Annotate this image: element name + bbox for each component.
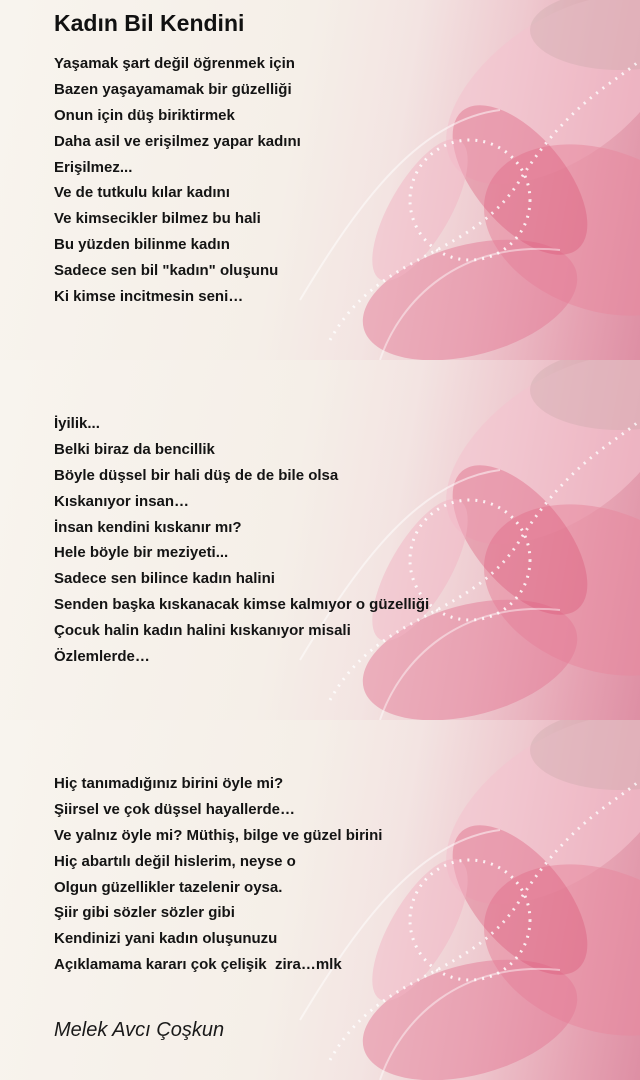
poem-line: Bazen yaşayamamak bir güzelliği [54,80,292,98]
poem-line: Açıklamama kararı çok çelişik zira…mlk [54,956,342,974]
poem-line: Yaşamak şart değil öğrenmek için [54,55,295,72]
poem-line: İyilik... [54,415,100,432]
stanza-1 [54,51,301,310]
poem-line: Erişilmez... [54,158,133,176]
poem-line: Hele böyle bir meziyeti... [54,544,229,562]
author-signature: Melek Avcı Çoşkun [54,1019,225,1041]
poem-line: Hiç tanımadığınız birini öyle mi? [54,775,284,792]
poem-line: Şiirsel ve çok düşsel hayallerde… [54,800,295,818]
poem-line: Onun için düş biriktirmek [54,106,235,124]
poem-title: Kadın Bil Kendini [54,10,245,36]
poem-line: Daha asil ve erişilmez yapar kadını [54,132,301,150]
poem-line: Hiç abartılı değil hislerim, neyse o [54,852,296,870]
poem-line: Sadece sen bilince kadın halini [54,570,275,588]
stanza-2 [54,411,429,670]
poem-line: Ve de tutkulu kılar kadını [54,184,230,202]
poem-line: Ve yalnız öyle mi? Müthiş, bilge ve güzel birini [54,826,383,844]
poem-line: Kıskanıyor insan… [54,492,190,510]
poem-line: Ve kimsecikler bilmez bu hali [54,210,261,228]
poem-line: Ki kimse incitmesin seni… [54,288,244,306]
poem-line: Belki biraz da bencillik [54,440,215,458]
poem-line: Kendinizi yani kadın oluşunuzu [54,930,278,948]
poem-line: Senden başka kıskanacak kimse kalmıyor o güzelliği [54,596,430,614]
poem-line: İnsan kendini kıskanır mı? [54,518,242,536]
poem-line: Özlemlerde… [54,648,150,666]
poem-line: Çocuk halin kadın halini kıskanıyor misali [54,622,351,640]
poem-line: Böyle düşsel bir hali düş de de bile olsa [54,466,339,484]
poem-line: Sadece sen bil "kadın" oluşunu [54,262,279,280]
poem-line: Olgun güzellikler tazelenir oysa. [54,878,283,896]
poem-line: Şiir gibi sözler sözler gibi [54,904,235,922]
stanza-3 [54,771,382,978]
poem-line: Bu yüzden bilinme kadın [54,236,230,254]
